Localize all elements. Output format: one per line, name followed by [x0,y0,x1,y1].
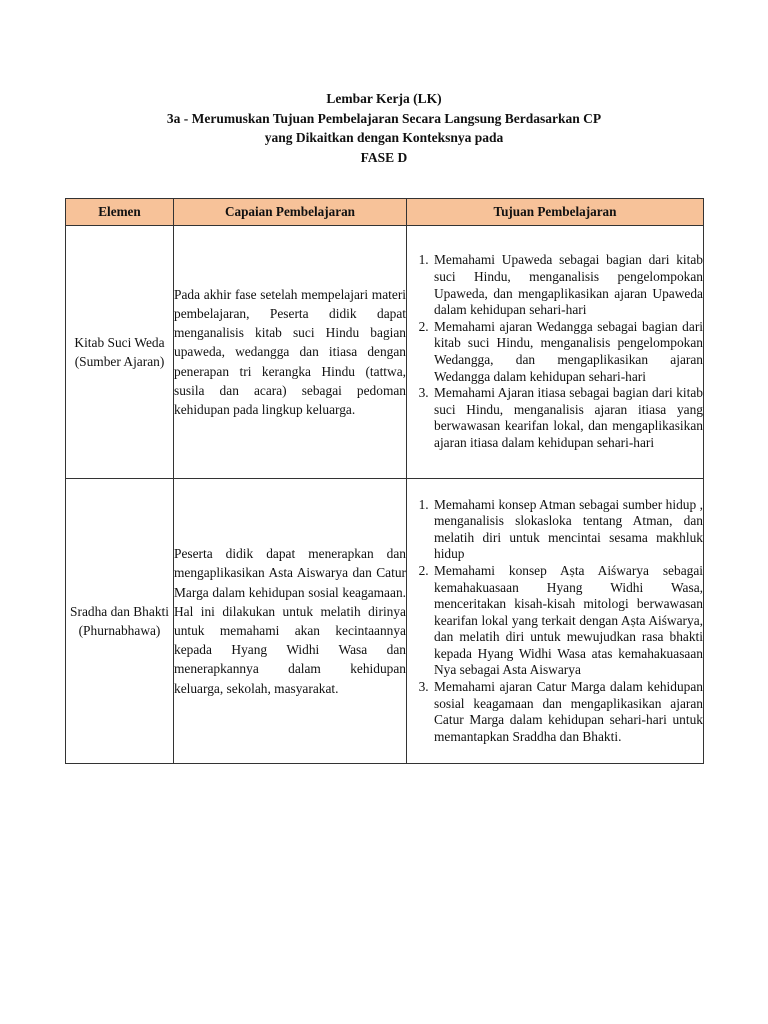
goal-item: 1. Memahami Upaweda sebagai bagian dari kitab suci Hindu, menganalisis pengelompokan Upaweda, dan mengaplikasikan ajaran Upaweda dalam kehidupan sehari-hari [432,252,703,318]
goal-item: 1. Memahami konsep Atman sebagai sumber hidup , menganalisis slokasloka tentang Atman, dan melatih diri untuk mencintai sesama makhluk hidup [432,497,703,563]
header-elemen: Elemen [66,199,174,226]
tujuan-cell [407,479,704,764]
elemen-cell: Sradha dan Bhakti (Phurnabhawa) [66,479,174,764]
goal-item: 3. Memahami Ajaran itiasa sebagai bagian dari kitab suci Hindu, menganalisis ajaran itiasa yang berwawasan kearifan lokal, dan mengaplikasikan ajaran itiasa dalam kehidupan sehari-hari [432,385,703,451]
title-line-2: 3a - Merumuskan Tujuan Pembelajaran Secara Langsung Berdasarkan CP [166,110,602,126]
document-title [0,89,768,167]
capaian-cell: Pada akhir fase setelah mempelajari materi pembelajaran, Peserta didik dapat menganalisis kitab suci Hindu bagian upaweda, wedangga dan itiasa dengan penerapan tri kerangka Hindu (tattwa, susila dan acara) sebagai pedoman kehidupan pada lingkup keluarga. [174,226,407,479]
goal-list [407,497,703,746]
tujuan-cell [407,226,704,479]
elemen-cell: Kitab Suci Weda (Sumber Ajaran) [66,226,174,479]
title-line-4: FASE D [360,149,408,165]
capaian-cell: Peserta didik dapat menerapkan dan mengaplikasikan Asta Aiswarya dan Catur Marga dalam kehidupan sosial keagamaan. Hal ini dilakukan untuk melatih dirinya untuk memahami akan kecintaannya kepada Hyang Widhi Wasa dan menerapkannya dalam kehidupan keluarga, sekolah, masyarakat. [174,479,407,764]
table-row [66,226,704,479]
learning-objectives-table [65,198,704,764]
goal-item: 2. Memahami konsep Aṣta Aiśwarya sebagai kemahakuasaan Hyang Widhi Wasa, menceritakan kisah-kisah mitologi berwawasan kearifan lokal yang terkait dengan Aṣta Aiśwarya, dan melatih diri untuk mewujudkan rasa bhakti kepada Hyang Widhi Wasa atas kemahakuasaan Nya sebagai Asta Aiswarya [432,563,703,679]
title-line-3: yang Dikaitkan dengan Konteksnya pada [264,130,504,145]
header-tujuan: Tujuan Pembelajaran [407,199,704,226]
goal-list [407,252,703,451]
goal-item: 2. Memahami ajaran Wedangga sebagai bagian dari kitab suci Hindu, menganalisis pengelompokan Wedangga, dan mengaplikasikan ajaran Wedangga dalam kehidupan sehari-hari [432,319,703,385]
table-row [66,479,704,764]
header-capaian: Capaian Pembelajaran [174,199,407,226]
table-header-row [66,199,704,226]
title-line-1: Lembar Kerja (LK) [326,91,442,106]
goal-item: 3. Memahami ajaran Catur Marga dalam kehidupan sosial keagamaan dan mengaplikasikan ajaran Catur Marga dalam kehidupan sehari-hari untuk memantapkan Sraddha dan Bhakti. [432,679,703,745]
